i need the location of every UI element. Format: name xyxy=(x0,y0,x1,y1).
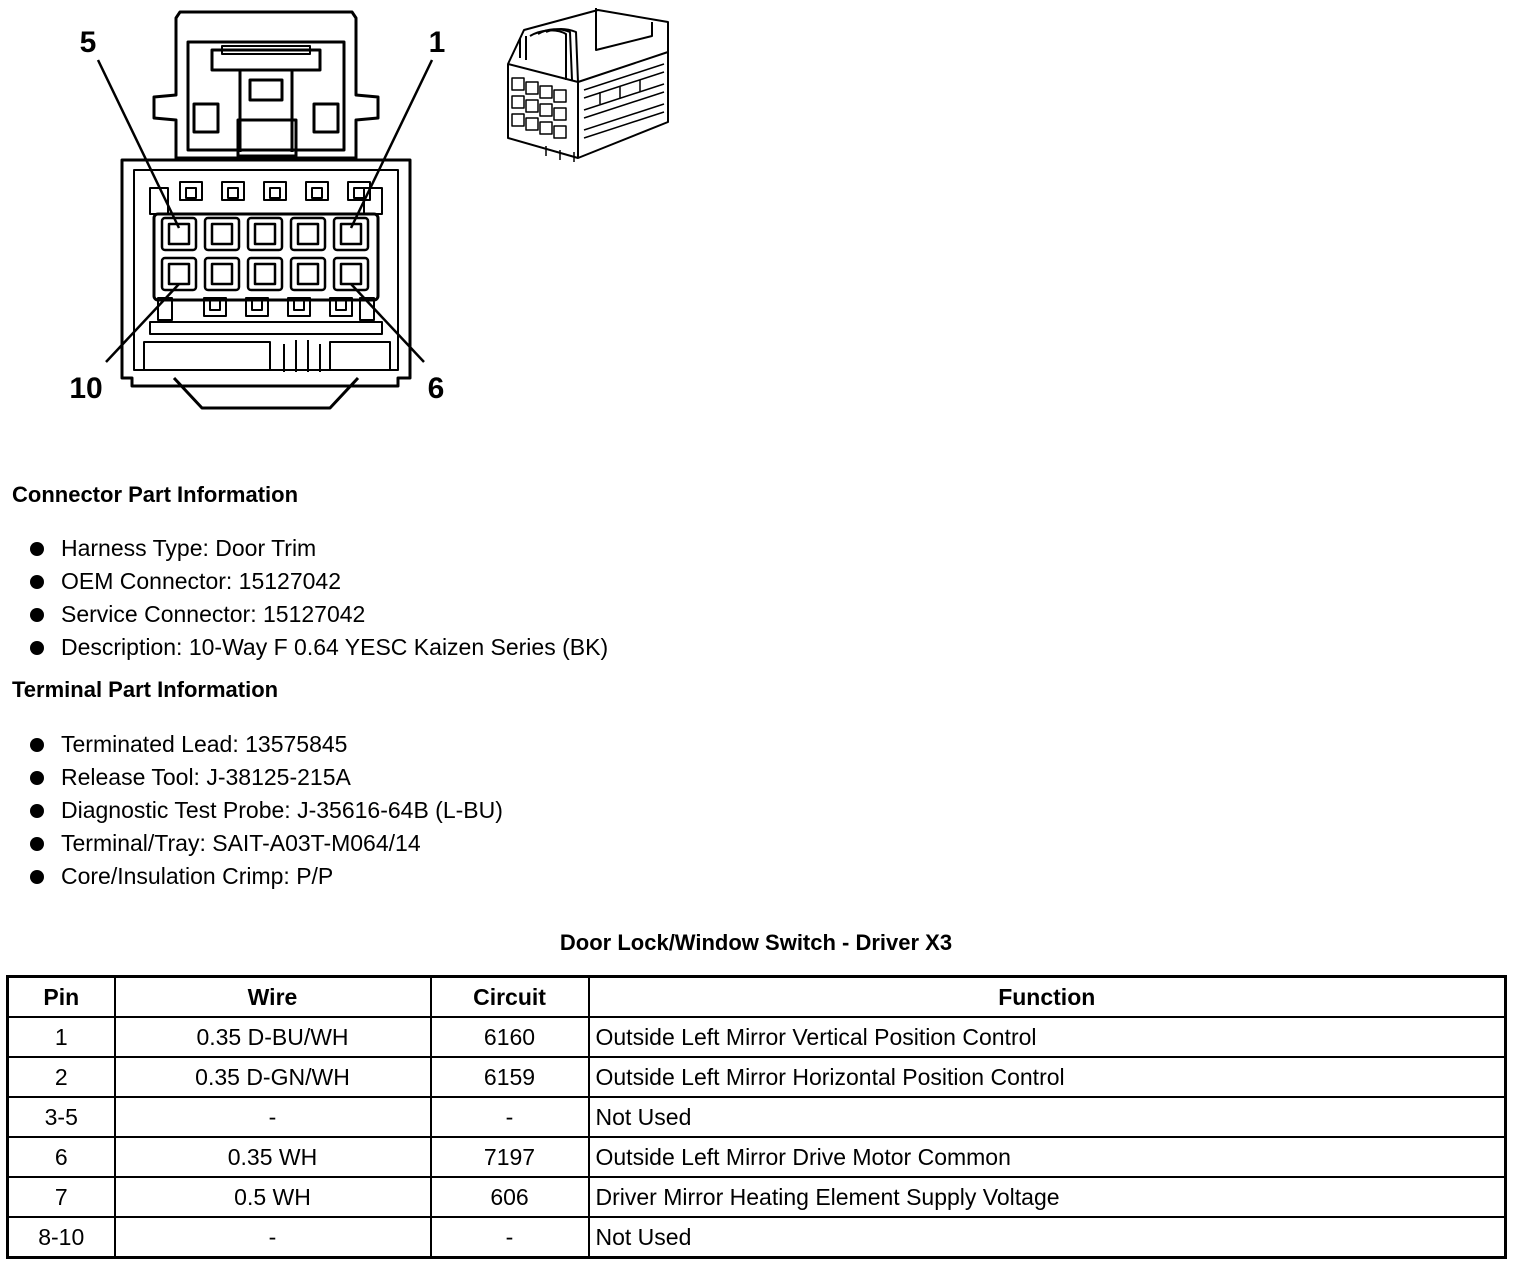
bullet-icon xyxy=(30,804,44,818)
function-cell: Driver Mirror Heating Element Supply Voltage xyxy=(589,1177,1506,1217)
circuit-cell: - xyxy=(431,1217,589,1258)
circuit-cell: 6160 xyxy=(431,1017,589,1057)
list-item: OEM Connector: 15127042 xyxy=(30,565,608,598)
pin-cell: 6 xyxy=(8,1137,115,1177)
bullet-icon xyxy=(30,542,44,556)
function-cell: Outside Left Mirror Vertical Position Control xyxy=(589,1017,1506,1057)
function-cell: Outside Left Mirror Drive Motor Common xyxy=(589,1137,1506,1177)
list-item: Terminal/Tray: SAIT-A03T-M064/14 xyxy=(30,827,503,860)
function-cell: Not Used xyxy=(589,1097,1506,1137)
pin-label-1: 1 xyxy=(428,26,446,59)
connector-isometric-view xyxy=(508,8,668,162)
bullet-icon xyxy=(30,771,44,785)
circuit-cell: 606 xyxy=(431,1177,589,1217)
list-item: Diagnostic Test Probe: J-35616-64B (L-BU) xyxy=(30,794,503,827)
wire-cell: 0.35 D-GN/WH xyxy=(115,1057,431,1097)
table-row xyxy=(8,1177,1506,1217)
list-item: Release Tool: J-38125-215A xyxy=(30,761,503,794)
list-item: Harness Type: Door Trim xyxy=(30,532,608,565)
connector-info-list xyxy=(30,532,608,664)
table-row xyxy=(8,1017,1506,1057)
wire-cell: - xyxy=(115,1217,431,1258)
table-row xyxy=(8,1097,1506,1137)
connector-lower-lip xyxy=(174,378,358,408)
circuit-cell: - xyxy=(431,1097,589,1137)
table-row xyxy=(8,1057,1506,1097)
pin-label-5: 5 xyxy=(79,26,97,59)
connector-info-heading: Connector Part Information xyxy=(12,482,299,507)
table-row xyxy=(8,1217,1506,1258)
terminal-info-list xyxy=(30,728,503,893)
bullet-icon xyxy=(30,870,44,884)
function-cell: Not Used xyxy=(589,1217,1506,1258)
wire-cell: 0.5 WH xyxy=(115,1177,431,1217)
pin-cell: 8-10 xyxy=(8,1217,115,1258)
table-title: Door Lock/Window Switch - Driver X3 xyxy=(559,930,953,955)
pin-cell: 2 xyxy=(8,1057,115,1097)
bullet-icon xyxy=(30,608,44,622)
circuit-cell: 6159 xyxy=(431,1057,589,1097)
column-header-circuit: Circuit xyxy=(431,977,589,1018)
wire-cell: 0.35 D-BU/WH xyxy=(115,1017,431,1057)
pin-cell: 1 xyxy=(8,1017,115,1057)
pin-table xyxy=(6,975,1507,1259)
pin-cell: 7 xyxy=(8,1177,115,1217)
list-item: Description: 10-Way F 0.64 YESC Kaizen Series (BK) xyxy=(30,631,608,664)
pin-label-6: 6 xyxy=(427,372,445,405)
bullet-icon xyxy=(30,575,44,589)
circuit-cell: 7197 xyxy=(431,1137,589,1177)
column-header-function: Function xyxy=(589,977,1506,1018)
terminal-info-heading: Terminal Part Information xyxy=(12,677,279,702)
list-item: Service Connector: 15127042 xyxy=(30,598,608,631)
wire-cell: - xyxy=(115,1097,431,1137)
list-item: Core/Insulation Crimp: P/P xyxy=(30,860,503,893)
table-header-row xyxy=(8,977,1506,1018)
pin-label-10: 10 xyxy=(69,372,103,405)
bullet-icon xyxy=(30,837,44,851)
column-header-pin: Pin xyxy=(8,977,115,1018)
table-row xyxy=(8,1137,1506,1177)
function-cell: Outside Left Mirror Horizontal Position Control xyxy=(589,1057,1506,1097)
wire-cell: 0.35 WH xyxy=(115,1137,431,1177)
pin-cell: 3-5 xyxy=(8,1097,115,1137)
connector-diagram xyxy=(0,0,720,420)
bullet-icon xyxy=(30,641,44,655)
list-item: Terminated Lead: 13575845 xyxy=(30,728,503,761)
bullet-icon xyxy=(30,738,44,752)
column-header-wire: Wire xyxy=(115,977,431,1018)
